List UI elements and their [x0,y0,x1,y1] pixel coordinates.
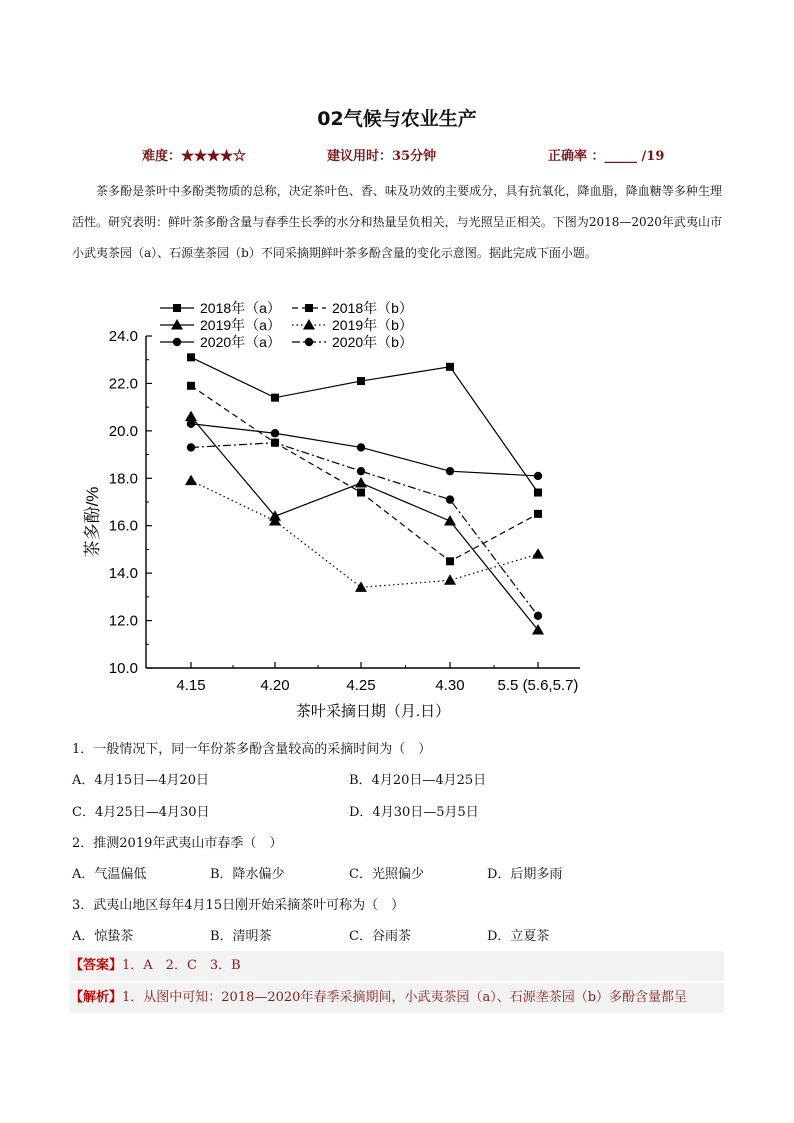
legend-marker [303,319,315,330]
accuracy-value: _____ /19 [604,149,665,164]
legend-label: 2019年（a） [200,317,281,333]
legend-label: 2018年（a） [200,300,281,316]
question-2-option-b[interactable]: B．降水偏少 [210,867,285,882]
series-5-point [187,420,195,428]
series-line-4 [191,481,538,588]
intro-paragraph: 茶多酚是茶叶中多酚类物质的总称，决定茶叶色、香、味及功效的主要成分，具有抗氧化，降血脂，降血糖等多种生理活性。研究表明：鲜叶茶多酚含量与春季生长季的水分和热量呈负相关，与光照呈正相关。下图为2018—2020年武夷山市小武夷茶园（a）、石源垄茶园（b）不同采摘期鲜叶茶多酚含量的变化示意图。据此完成下面小题。 [72,184,722,260]
answer-box [70,951,724,981]
y-tick-label: 24.0 [108,328,138,345]
y-tick-label: 12.0 [108,612,138,630]
series-2-point [534,510,542,518]
question-3-option-a[interactable]: A．惊蛰茶 [72,929,134,944]
series-1-point [534,489,542,497]
question-1-stem: 1．一般情况下，同一年份茶多酚含量较高的采摘时间为（ ） [72,742,432,757]
y-tick-label: 18.0 [108,470,138,488]
question-1-option-d[interactable]: D．4月30日—5月5日 [349,805,479,820]
legend-marker [305,304,313,312]
accuracy-label: 正确率 ： [548,149,605,164]
legend-label: 2019年（b） [332,317,413,333]
question-3-stem: 3．武夷山地区每年4月15日刚开始采摘茶叶可称为（ ） [72,898,405,913]
accuracy [548,145,664,164]
y-tick-label: 10.0 [108,660,138,677]
series-6-point [357,467,365,475]
series-1-point [446,363,454,371]
question-2-option-d[interactable]: D．后期多雨 [487,867,563,882]
question-3-option-c[interactable]: C．谷雨茶 [349,929,411,944]
series-2-point [446,557,454,565]
polyphenol-line-chart [70,292,610,724]
time-label: 建议用时： [327,149,393,164]
series-2-point [357,489,365,497]
time-value: 35分钟 [392,149,437,164]
series-4-point [444,574,456,585]
series-1-point [357,377,365,385]
x-tick-label: 4.20 [260,677,290,694]
page-title: 02气候与农业生产 [317,108,477,130]
question-1-option-b[interactable]: B．4月20日—4月25日 [349,773,487,788]
y-tick-label: 20.0 [108,422,138,440]
y-tick-label: 14.0 [108,565,138,583]
difficulty-label: 难度： [142,149,182,164]
question-2-stem: 2．推测2019年武夷山市春季（ ） [72,836,283,851]
answer-label: 【答案】 [70,958,123,973]
legend-marker [171,319,183,330]
y-axis-label: 茶多酚/% [83,486,102,558]
legend-marker [173,304,181,312]
difficulty [142,145,246,164]
question-3-option-d[interactable]: D．立夏茶 [487,929,550,944]
x-tick-label: 4.30 [435,677,465,694]
series-line-5 [191,424,538,476]
series-5-point [271,429,279,437]
answer-text: 1．A 2．C 3．B [122,958,241,973]
x-axis-label: 茶叶采摘日期（月.日） [295,703,451,720]
legend-label: 2020年（b） [332,334,413,350]
series-1-point [271,394,279,402]
analysis-label: 【解析】 [70,990,123,1005]
suggested-time [327,145,436,164]
legend-marker [305,338,313,346]
series-3-point [444,515,456,526]
x-tick-label: 5.5 (5.6,5.7) [497,677,579,694]
question-3-option-b[interactable]: B．清明茶 [210,929,272,944]
x-tick-label: 4.15 [176,677,206,694]
series-5-point [446,467,454,475]
question-2-option-a[interactable]: A．气温偏低 [72,867,147,882]
question-2-option-c[interactable]: C．光照偏少 [349,867,424,882]
series-6-point [271,439,279,447]
series-1-point [187,353,195,361]
series-4-point [185,475,197,486]
y-tick-label: 16.0 [108,517,138,535]
question-1-option-a[interactable]: A．4月15日—4月20日 [72,773,210,788]
x-tick-label: 4.25 [346,677,376,694]
series-5-point [534,472,542,480]
series-5-point [357,443,365,451]
legend-label: 2020年（a） [200,334,281,350]
analysis-text: 1．从图中可知：2018—2020年春季采摘期间，小武夷茶园（a）、石源垄茶园（b）多酚含量都呈 [122,990,688,1005]
series-6-point [534,612,542,620]
question-1-option-c[interactable]: C．4月25日—4月30日 [72,805,210,820]
legend-label: 2018年（b） [332,300,413,316]
series-3-point [355,477,367,488]
series-6-point [187,443,195,451]
series-4-point [355,581,367,592]
series-4-point [532,548,544,559]
analysis-box [70,983,724,1013]
y-tick-label: 22.0 [108,375,138,393]
series-2-point [187,382,195,390]
legend-marker [173,338,181,346]
series-6-point [446,495,454,503]
difficulty-stars: ★★★★☆ [181,149,247,164]
